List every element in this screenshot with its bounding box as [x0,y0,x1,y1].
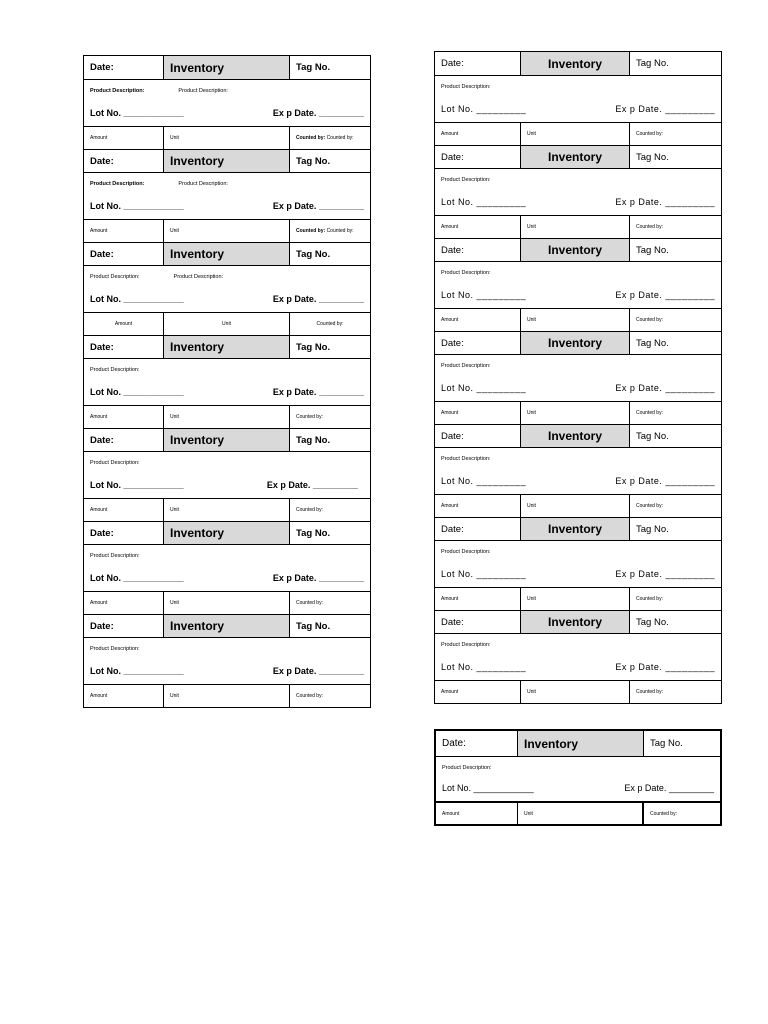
inventory-title: Inventory [164,522,290,544]
product-description-label: Product Description: [90,646,140,652]
inventory-title: Inventory [164,336,290,358]
amount-label: Amount [84,313,164,335]
product-description-label: Product Description: [441,363,491,369]
inventory-title: Inventory [521,332,630,354]
inventory-tag [435,424,721,517]
tag-no-label: Tag No. [636,430,669,442]
inventory-title: Inventory [164,615,290,637]
amount-label: Amount [435,216,521,238]
lot-no-field: Lot No. _________ [441,662,527,672]
unit-label: Unit [518,803,644,824]
unit-label: Unit [164,220,290,242]
tag-no-label: Tag No. [296,620,331,632]
inventory-title: Inventory [521,52,630,75]
inventory-tag [84,614,370,707]
tag-no-label: Tag No. [636,523,669,535]
date-label: Date: [435,52,521,75]
date-label: Date: [84,243,164,265]
exp-date-field: Ex p Date. _________ [615,104,715,114]
exp-date-field: Ex p Date. _________ [624,783,714,793]
counted-by-label: Counted by: [636,224,663,230]
tag-no-label: Tag No. [636,58,669,69]
counted-by-label: Counted by: [636,689,663,695]
exp-date-field: Ex p Date. _________ [266,480,358,490]
lot-no-field: Lot No. _________ [441,290,527,300]
counted-by-label: Counted by: [650,810,677,817]
date-label: Date: [435,146,521,168]
product-description-label: Product Description: Product Description: [90,181,228,187]
product-description-label: Product Description: Product Description: [90,88,228,94]
inventory-tag [435,331,721,424]
product-description-label: Product Description: [441,456,491,462]
tag-no-label: Tag No. [296,434,331,446]
product-description-label: Product Description: [90,460,140,466]
exp-date-field: Ex p Date. _________ [615,662,715,672]
exp-date-field: Ex p Date. _________ [615,290,715,300]
unit-label: Unit [164,313,290,335]
counted-by-label: Counted by: [296,693,323,699]
tag-no-label: Tag No. [296,155,331,167]
exp-date-field: Ex p Date. _________ [272,387,364,397]
unit-label: Unit [164,499,290,521]
exp-date-field: Ex p Date. _________ [272,294,364,304]
tag-no-label: Tag No. [296,527,331,539]
inventory-tag [435,145,721,238]
inventory-title: Inventory [164,150,290,172]
inventory-tag [84,521,370,614]
product-description-label: Product Description: [441,177,491,183]
inventory-title: Inventory [521,611,630,633]
counted-by-label: Counted by: [296,507,323,513]
date-label: Date: [435,239,521,261]
date-label: Date: [84,522,164,544]
date-label: Date: [436,731,518,756]
tag-no-label: Tag No. [296,341,331,353]
lot-no-field: Lot No. _________ [441,569,527,579]
counted-by-label: Counted by: Counted by: [296,135,354,141]
unit-label: Unit [164,685,290,707]
product-description-label: Product Description: [442,765,492,771]
unit-label: Unit [164,127,290,149]
amount-label: Amount [435,495,521,517]
counted-by-label: Counted by: Counted by: [296,228,354,234]
date-label: Date: [84,336,164,358]
amount-label: Amount [84,499,164,521]
exp-date-field: Ex p Date. _________ [272,108,364,118]
tag-no-label: Tag No. [636,337,669,349]
lot-no-field: Lot No. ____________ [90,573,184,583]
lot-no-field: Lot No. ____________ [90,480,184,490]
date-label: Date: [84,150,164,172]
product-description-label: Product Description: [90,367,140,373]
tag-no-label: Tag No. [296,62,331,73]
exp-date-field: Ex p Date. _________ [615,197,715,207]
exp-date-field: Ex p Date. _________ [615,569,715,579]
amount-label: Amount [435,309,521,331]
counted-by-label: Counted by: [636,317,663,323]
product-description-label: Product Description: [441,549,491,555]
counted-by-label: Counted by: [636,131,663,137]
lot-no-field: Lot No. _________ [441,383,527,393]
left-tag-column [83,55,371,708]
inventory-tag [84,149,370,242]
date-label: Date: [435,425,521,447]
unit-label: Unit [521,495,630,517]
unit-label: Unit [521,402,630,424]
counted-by-label: Counted by: [636,503,663,509]
inventory-title: Inventory [521,518,630,540]
lot-no-field: Lot No. ____________ [442,783,534,793]
unit-label: Unit [164,592,290,614]
tag-no-label: Tag No. [636,151,669,163]
counted-by-label: Counted by: [296,414,323,420]
inventory-tag [435,517,721,610]
inventory-tag [84,242,370,335]
amount-label: Amount [435,588,521,610]
unit-label: Unit [521,309,630,331]
product-description-label: Product Description: [441,270,491,276]
inventory-title: Inventory [164,56,290,79]
date-label: Date: [435,611,521,633]
inventory-tag [84,56,370,149]
inventory-title: Inventory [521,425,630,447]
lot-no-field: Lot No. ____________ [90,201,184,211]
inventory-tag [436,731,720,824]
inventory-tag [435,52,721,145]
date-label: Date: [435,332,521,354]
product-description-label: Product Description: Product Description: [90,274,224,280]
inventory-tag [435,610,721,703]
date-label: Date: [435,518,521,540]
amount-label: Amount [84,592,164,614]
product-description-label: Product Description: [441,84,491,90]
exp-date-field: Ex p Date. _________ [272,201,364,211]
inventory-title: Inventory [164,243,290,265]
exp-date-field: Ex p Date. _________ [615,383,715,393]
counted-by-label: Counted by: [636,596,663,602]
lot-no-field: Lot No. _________ [441,104,527,114]
unit-label: Unit [521,216,630,238]
right-tag-column [434,51,722,704]
lot-no-field: Lot No. ____________ [90,294,184,304]
unit-label: Unit [164,406,290,428]
lot-no-field: Lot No. ____________ [90,108,184,118]
exp-date-field: Ex p Date. _________ [615,476,715,486]
counted-by-label: Counted by: [636,410,663,416]
date-label: Date: [84,429,164,451]
amount-label: Amount [435,402,521,424]
tag-no-label: Tag No. [650,738,683,749]
amount-label: Amount [435,123,521,145]
amount-label: Amount [84,220,164,242]
inventory-title: Inventory [518,731,644,756]
amount-label: Amount [84,127,164,149]
product-description-label: Product Description: [90,553,140,559]
date-label: Date: [84,615,164,637]
inventory-title: Inventory [164,429,290,451]
unit-label: Unit [521,123,630,145]
exp-date-field: Ex p Date. _________ [272,666,364,676]
inventory-title: Inventory [521,239,630,261]
single-inventory-tag [434,729,722,826]
unit-label: Unit [521,588,630,610]
inventory-tag [435,238,721,331]
inventory-tag [84,335,370,428]
inventory-title: Inventory [521,146,630,168]
tag-no-label: Tag No. [296,248,331,260]
inventory-tag [84,428,370,521]
amount-label: Amount [84,406,164,428]
lot-no-field: Lot No. ____________ [90,666,184,676]
amount-label: Amount [84,685,164,707]
date-label: Date: [84,56,164,79]
lot-no-field: Lot No. ____________ [90,387,184,397]
amount-label: Amount [436,803,518,824]
lot-no-field: Lot No. _________ [441,197,527,207]
product-description-label: Product Description: [441,642,491,648]
lot-no-field: Lot No. _________ [441,476,527,486]
tag-no-label: Tag No. [636,616,669,628]
counted-by-label: Counted by: [316,321,344,327]
unit-label: Unit [521,681,630,703]
counted-by-label: Counted by: [296,600,323,606]
exp-date-field: Ex p Date. _________ [272,573,364,583]
amount-label: Amount [435,681,521,703]
tag-no-label: Tag No. [636,244,669,256]
